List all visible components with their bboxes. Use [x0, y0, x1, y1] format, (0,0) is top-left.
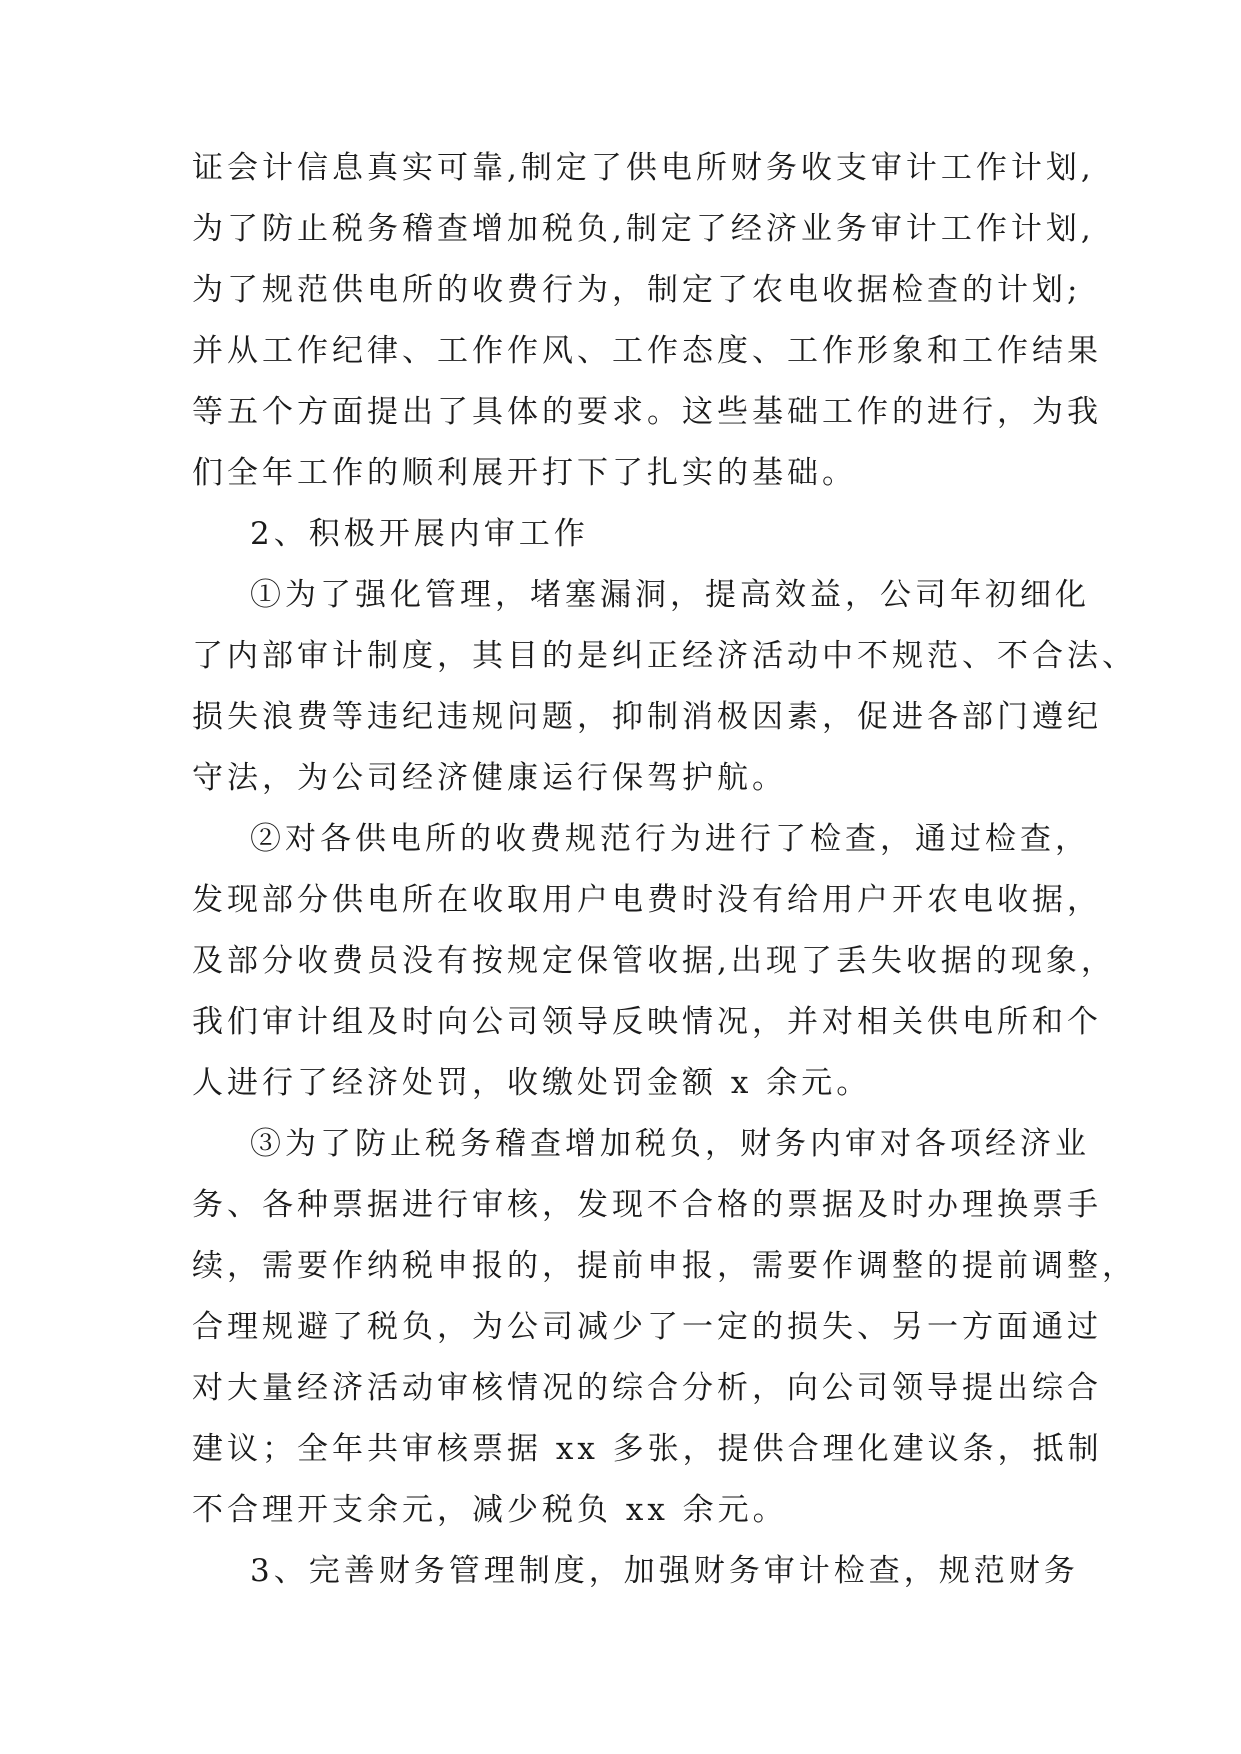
section-heading: 2、积极开展内审工作 [250, 516, 589, 552]
text-line: 为了规范供电所的收费行为，制定了农电收据检查的计划; [192, 272, 1082, 308]
text-line: 人进行了经济处罚，收缴处罚金额 x 余元。 [192, 1065, 872, 1101]
text-line: 并从工作纪律、工作作风、工作态度、工作形象和工作结果 [192, 333, 1102, 369]
text-line: 了内部审计制度，其目的是纠正经济活动中不规范、不合法、 [192, 638, 1137, 674]
text-line: 们全年工作的顺利展开打下了扎实的基础。 [192, 455, 857, 491]
text-line: 务、各种票据进行审核，发现不合格的票据及时办理换票手 [192, 1187, 1102, 1223]
section-heading: 3、完善财务管理制度，加强财务审计检查，规范财务 [250, 1553, 1079, 1589]
text-line: 对大量经济活动审核情况的综合分析，向公司领导提出综合 [192, 1370, 1102, 1406]
text-line: ③为了防止税务稽查增加税负，财务内审对各项经济业 [250, 1126, 1090, 1162]
text-line: 证会计信息真实可靠,制定了供电所财务收支审计工作计划, [192, 150, 1095, 186]
text-line: 不合理开支余元，减少税负 xx 余元。 [192, 1492, 788, 1528]
text-line: 及部分收费员没有按规定保管收据,出现了丢失收据的现象， [192, 943, 1116, 979]
text-line: ①为了强化管理，堵塞漏洞，提高效益，公司年初细化 [250, 577, 1090, 613]
text-line: 为了防止税务稽查增加税负,制定了经济业务审计工作计划, [192, 211, 1095, 247]
text-line: 等五个方面提出了具体的要求。这些基础工作的进行，为我 [192, 394, 1102, 430]
text-line: 合理规避了税负，为公司减少了一定的损失、另一方面通过 [192, 1309, 1102, 1345]
text-line: ②对各供电所的收费规范行为进行了检查，通过检查， [250, 821, 1090, 857]
text-line: 守法，为公司经济健康运行保驾护航。 [192, 760, 787, 796]
text-line: 发现部分供电所在收取用户电费时没有给用户开农电收据， [192, 882, 1102, 918]
text-line: 我们审计组及时向公司领导反映情况，并对相关供电所和个 [192, 1004, 1102, 1040]
text-line: 续，需要作纳税申报的，提前申报，需要作调整的提前调整， [192, 1248, 1137, 1284]
text-line: 建议；全年共审核票据 xx 多张，提供合理化建议条，抵制 [192, 1431, 1103, 1467]
text-line: 损失浪费等违纪违规问题，抑制消极因素，促进各部门遵纪 [192, 699, 1102, 735]
